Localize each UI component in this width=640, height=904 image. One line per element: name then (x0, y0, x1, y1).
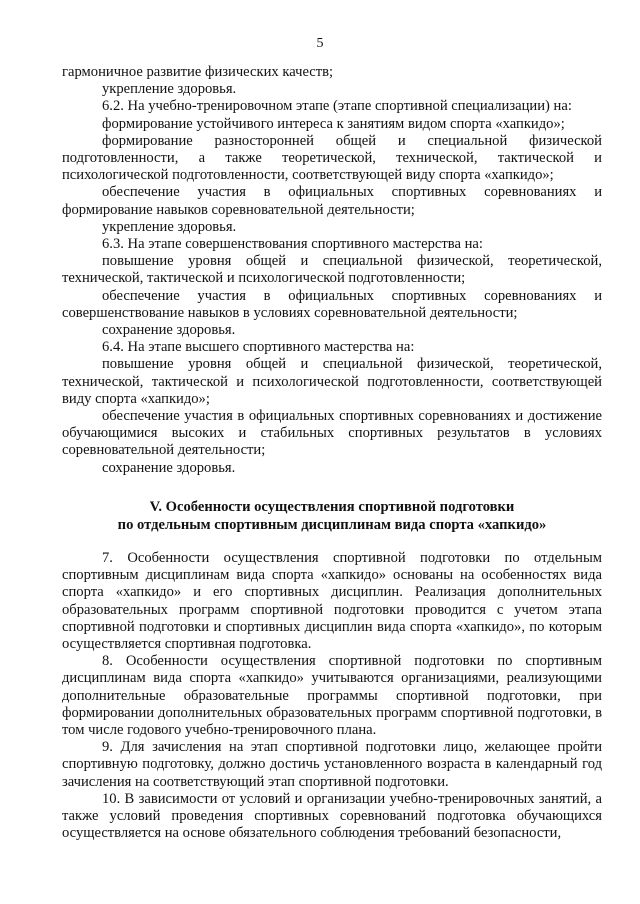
paragraph: укрепление здоровья. (102, 218, 237, 235)
paragraph: 6.3. На этапе совершенствования спортивного мастерства на: (102, 236, 483, 253)
paragraph: повышение уровня общей и специальной физической, теоретической, технической, тактической и психологической подготовленности; (62, 253, 602, 287)
paragraph: сохранение здоровья. (102, 322, 236, 339)
paragraph: повышение уровня общей и специальной физической, теоретической, технической, тактической и психологической подготовленности, соответствующей виду спорта «хапкидо»; (62, 356, 602, 407)
paragraph: обеспечение участия в официальных спортивных соревнованиях и совершенствование навыков в условиях соревновательной деятельности; (62, 287, 602, 321)
section-heading-line-1: V. Особенности осуществления спортивной подготовки (149, 499, 515, 515)
paragraph: гармоничное развитие физических качеств; (62, 64, 334, 80)
paragraph: сохранение здоровья. (102, 459, 236, 476)
section-heading-line-2: по отдельным спортивным дисциплинам вида спорта «хапкидо» (117, 517, 547, 533)
paragraph: формирование устойчивого интереса к занятиям видом спорта «хапкидо»; (102, 115, 565, 132)
page-number: 5 (316, 36, 324, 51)
paragraph: 6.4. На этапе высшего спортивного мастерства на: (102, 339, 415, 356)
paragraph: 8. Особенности осуществления спортивной подготовки по спортивным дисциплинам вида спорта «хапкидо» учитываются организациями, реализующими дополнительные образовательные программы спортивной подготовки, при формировании дополнительных образовательных программ спортивной подготовки, в том числе годового учебно-тренировочного плана. (62, 653, 602, 739)
text-block-goals (62, 64, 602, 477)
section-heading (62, 498, 602, 534)
paragraph: 7. Особенности осуществления спортивной подготовки по отдельным спортивным дисциплинам вида спорта «хапкидо» основаны на особенностях вида спорта «хапкидо» и его спортивных дисциплин. Реализация дополнительных образовательных программ спортивной подготовки проводится с учетом этапа спортивной подготовки и спортивных дисциплин вида спорта «хапкидо», по которым осуществляется спортивная подготовка. (62, 550, 602, 653)
paragraph: обеспечение участия в официальных спортивных соревнованиях и достижение обучающимися высоких и стабильных спортивных результатов в условиях соревновательной деятельности; (62, 408, 602, 459)
paragraph: 10. В зависимости от условий и организации учебно-тренировочных занятий, а также условий проведения спортивных соревнований подготовка обучающихся осуществляется на основе обязательного соблюдения требований безопасности, (62, 790, 602, 842)
paragraph: 9. Для зачисления на этап спортивной подготовки лицо, желающее пройти спортивную подготовку, должно достичь установленного возраста в календарный год зачисления на соответствующий этап спортивной подготовки. (62, 739, 602, 790)
text-block-section-5 (62, 550, 602, 842)
paragraph: 6.2. На учебно-тренировочном этапе (этапе спортивной специализации) на: (102, 98, 572, 115)
paragraph: формирование разносторонней общей и специальной физической подготовленности, а также теоретической, технической, тактической и психологической подготовленности, соответствующей виду спорта «хапкидо»; (62, 132, 602, 184)
paragraph: обеспечение участия в официальных спортивных соревнованиях и формирование навыков соревновательной деятельности; (62, 184, 602, 218)
paragraph: укрепление здоровья. (102, 81, 237, 98)
